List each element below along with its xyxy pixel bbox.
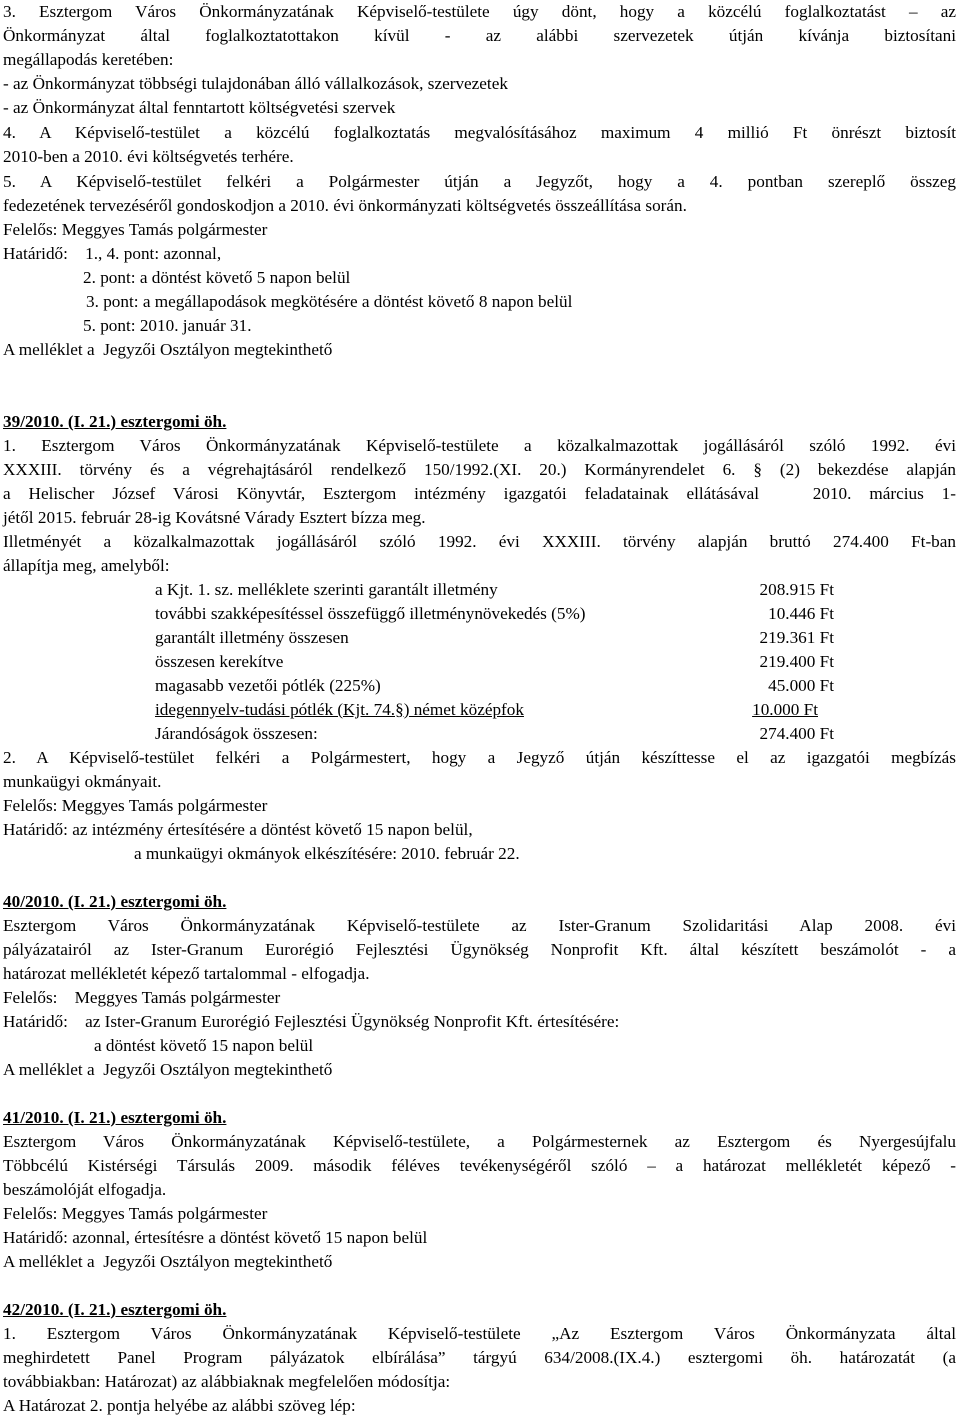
paragraph-line: beszámolóját elfogadja. [3,1180,167,1199]
salary-label: idegennyelv-tudási pótlék (Kjt. 74.§) német középfok [155,700,524,719]
deadline-line: Határidő: azonnal, értesítésre a döntést követő 15 napon belül [3,1228,428,1247]
salary-value: 45.000 Ft [768,676,834,695]
deadline-line: a döntést követő 15 napon belül [94,1036,314,1055]
paragraph-line: a Helischer József Városi Könyvtár, Esztergom intézmény igazgatói feladatainak ellátásával 2010. március 1- [3,484,956,503]
paragraph-line: 2. A Képviselő-testület felkéri a Polgármestert, hogy a Jegyző útján készíttesse el az igazgatói megbízás [3,748,956,767]
deadline-line: Határidő: az Ister-Granum Eurorégió Fejlesztési Ügynökség Nonprofit Kft. értesítésére: [3,1012,620,1031]
paragraph-line: állapítja meg, amelyből: [3,556,170,575]
bullet-item: - az Önkormányzat által fenntartott költségvetési szervek [3,98,396,117]
paragraph-line: meghirdetett Panel Program pályázatok elbírálása” tárgyú 634/2008.(IX.4.) esztergomi öh. határozatát (a [3,1348,956,1367]
salary-value: 10.446 Ft [768,604,834,623]
resolution-heading: 42/2010. (I. 21.) esztergomi öh. [3,1300,227,1319]
responsible-line: Felelős: Meggyes Tamás polgármester [3,220,268,239]
responsible-line: Felelős: Meggyes Tamás polgármester [3,1204,268,1223]
paragraph-line: továbbiakban: Határozat) az alábbiaknak megfelelően módosítja: [3,1372,451,1391]
salary-row [3,602,956,626]
paragraph-line: 1. Esztergom Város Önkormányzatának Képviselő-testülete a közalkalmazottak jogállásáról szóló 1992. évi [3,436,956,455]
paragraph-line: Esztergom Város Önkormányzatának Képviselő-testülete az Ister-Granum Szolidaritási Alap 2008. évi [3,916,956,935]
paragraph-line: 5. A Képviselő-testület felkéri a Polgármester útján a Jegyzőt, hogy a 4. pontban szereplő összeg [3,172,956,191]
deadline-line: Határidő: 1., 4. pont: azonnal, [3,244,222,263]
bullet-item: - az Önkormányzat többségi tulajdonában álló vállalkozások, szervezetek [3,74,508,93]
salary-label: a Kjt. 1. sz. melléklete szerinti garantált illetmény [155,580,498,599]
paragraph-line: XXXIII. törvény és a végrehajtásáról rendelkező 150/1992.(XI. 20.) Kormányrendelet 6. § (2) bekezdése alapján [3,460,956,479]
paragraph-line: Esztergom Város Önkormányzatának Képviselő-testülete, a Polgármesternek az Esztergom és Nyergesújfalu [3,1132,956,1151]
paragraph-line: A Határozat 2. pontja helyébe az alábbi szöveg lép: [3,1396,356,1415]
attachment-note: A melléklet a Jegyzői Osztályon megtekinthető [3,1060,333,1079]
salary-value: 219.361 Ft [759,628,834,647]
paragraph-line: határozat mellékletét képező tartalommal - elfogadja. [3,964,370,983]
paragraph-line: munkaügyi okmányait. [3,772,162,791]
salary-value: 10.000 Ft [752,700,818,719]
salary-row [3,698,956,722]
paragraph-line: 1. Esztergom Város Önkormányzatának Képviselő-testülete „Az Esztergom Város Önkormányzata által [3,1324,956,1343]
paragraph-line: 4. A Képviselő-testület a közcélú foglalkoztatás megvalósításához maximum 4 millió Ft önrészt biztosít [3,123,956,142]
salary-row [3,674,956,698]
paragraph-line: 2010-ben a 2010. évi költségvetés terhére. [3,147,294,166]
deadline-line: Határidő: az intézmény értesítésére a döntést követő 15 napon belül, [3,820,473,839]
salary-row [3,650,956,674]
responsible-line: Felelős: Meggyes Tamás polgármester [3,988,281,1007]
deadline-line: 5. pont: 2010. január 31. [83,316,252,335]
deadline-line: 2. pont: a döntést követő 5 napon belül [83,268,351,287]
salary-row [3,626,956,650]
salary-label: garantált illetmény összesen [155,628,349,647]
salary-label: összesen kerekítve [155,652,284,671]
salary-row [3,578,956,602]
paragraph-line: Többcélú Kistérségi Társulás 2009. második féléves tevékenységéről szóló – a határozat mellékletét képező - [3,1156,956,1175]
responsible-line: Felelős: Meggyes Tamás polgármester [3,796,268,815]
paragraph-line: 3. Esztergom Város Önkormányzatának Képviselő-testülete úgy dönt, hogy a közcélú foglalkoztatást – az [3,2,956,21]
resolution-heading: 41/2010. (I. 21.) esztergomi öh. [3,1108,227,1127]
attachment-note: A melléklet a Jegyzői Osztályon megtekinthető [3,340,333,359]
salary-label: Járandóságok összesen: [155,724,318,743]
salary-value: 274.400 Ft [759,724,834,743]
paragraph-line: megállapodás keretében: [3,50,174,69]
paragraph-line: pályázatairól az Ister-Granum Eurorégió Fejlesztési Ügynökség Nonprofit Kft. által készített beszámolót - a [3,940,956,959]
salary-total-row [3,722,956,746]
deadline-line: a munkaügyi okmányok elkészítésére: 2010. február 22. [134,844,520,863]
attachment-note: A melléklet a Jegyzői Osztályon megtekinthető [3,1252,333,1271]
resolution-heading: 40/2010. (I. 21.) esztergomi öh. [3,892,227,911]
salary-value: 208.915 Ft [759,580,834,599]
salary-label: további szakképesítéssel összefüggő illetménynövekedés (5%) [155,604,586,623]
deadline-line: 3. pont: a megállapodások megkötésére a döntést követő 8 napon belül [86,292,573,311]
salary-value: 219.400 Ft [759,652,834,671]
paragraph-line: jétől 2015. február 28-ig Kovátsné Várady Esztert bízza meg. [3,508,426,527]
paragraph-line: fedezetének tervezéséről gondoskodjon a 2010. évi önkormányzati költségvetés összeállítása során. [3,196,687,215]
paragraph-line: Önkormányzat által foglalkoztatottakon kívül - az alábbi szervezetek útján kívánja biztosítani [3,26,956,45]
salary-label: magasabb vezetői pótlék (225%) [155,676,381,695]
paragraph-line: Illetményét a közalkalmazottak jogállásáról szóló 1992. évi XXXIII. törvény alapján bruttó 274.400 Ft-ban [3,532,956,551]
resolution-heading: 39/2010. (I. 21.) esztergomi öh. [3,412,227,431]
